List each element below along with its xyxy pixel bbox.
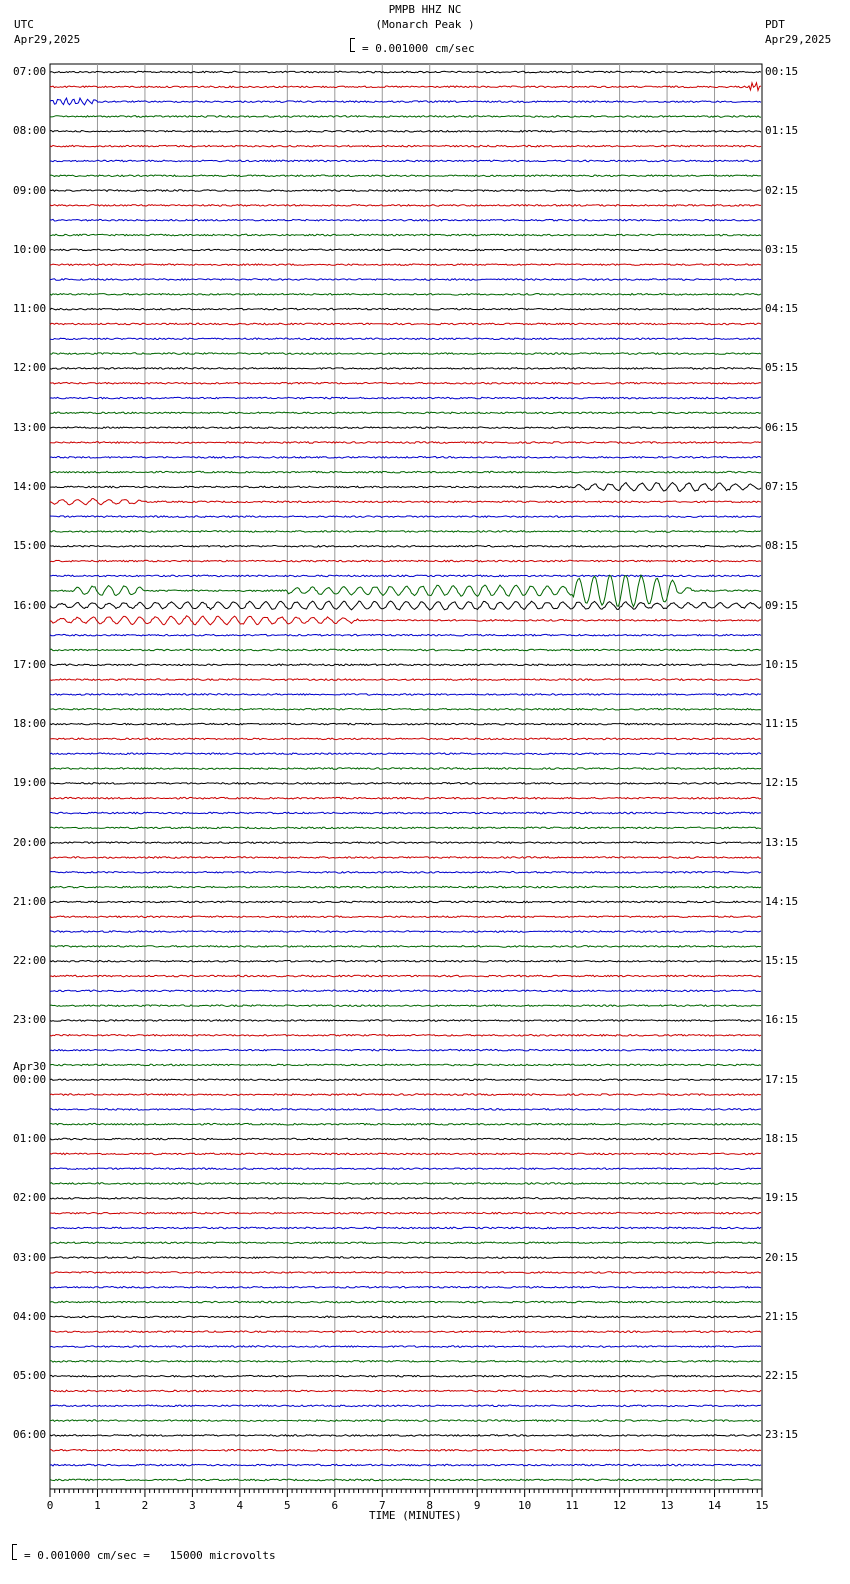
trace-row: [50, 872, 761, 874]
right-timezone: PDT: [765, 18, 785, 31]
utc-hour-label: 14:00: [13, 479, 47, 493]
trace-row: [50, 368, 761, 370]
trace-row: [50, 1450, 761, 1452]
trace-row: [50, 1005, 761, 1007]
footer-scale-icon: [12, 1544, 17, 1560]
trace-row: [50, 190, 761, 192]
trace-row: [50, 71, 761, 73]
trace-row: [50, 442, 761, 444]
utc-hour-label: 07:00: [13, 65, 47, 78]
utc-date-label: Apr30: [13, 1059, 47, 1073]
trace-row: [50, 427, 761, 429]
trace-row: [50, 1094, 761, 1096]
trace-row: [50, 1435, 761, 1437]
trace-row: [50, 1035, 761, 1037]
pdt-hour-label: 15:15: [765, 954, 799, 968]
trace-row: [50, 753, 761, 755]
trace-row: [50, 1464, 761, 1466]
x-tick-label: 8: [426, 1499, 434, 1512]
trace-row: [50, 1479, 761, 1481]
pdt-hour-label: 00:15: [765, 65, 799, 78]
footer-scale-note: = 0.001000 cm/sec = 15000 microvolts: [24, 1549, 276, 1562]
trace-row: [50, 616, 761, 625]
trace-row: [50, 842, 761, 844]
trace-row: [50, 649, 761, 651]
trace-row: [50, 1420, 761, 1422]
trace-row: [50, 901, 761, 903]
pdt-hour-label: 05:15: [765, 361, 799, 375]
trace-row: [50, 160, 761, 162]
trace-row: [50, 975, 761, 977]
pdt-hour-label: 23:15: [765, 1428, 799, 1442]
utc-hour-label: 00:00: [13, 1072, 47, 1086]
trace-row: [50, 294, 761, 296]
trace-row: [50, 83, 761, 91]
pdt-hour-label: 09:15: [765, 598, 799, 612]
trace-row: [50, 338, 761, 340]
trace-row: [50, 531, 761, 533]
utc-hour-label: 19:00: [13, 776, 47, 790]
trace-row: [50, 812, 761, 814]
trace-row: [50, 960, 761, 962]
utc-hour-label: 16:00: [13, 598, 47, 612]
trace-row: [50, 145, 761, 147]
trace-row: [50, 1168, 761, 1170]
pdt-hour-label: 07:15: [765, 479, 799, 493]
trace-row: [50, 382, 761, 384]
utc-hour-label: 15:00: [13, 539, 47, 553]
trace-row: [50, 1242, 761, 1244]
trace-row: [50, 575, 761, 577]
left-date: Apr29,2025: [14, 33, 81, 46]
right-date: Apr29,2025: [765, 33, 832, 46]
trace-row: [50, 1390, 761, 1392]
x-tick-label: 13: [660, 1499, 674, 1512]
trace-row: [50, 679, 761, 681]
trace-row: [50, 323, 761, 325]
utc-hour-label: 09:00: [13, 183, 47, 197]
trace-row: [50, 1079, 761, 1081]
trace-row: [50, 499, 761, 505]
site-name: (Monarch Peak ): [375, 18, 475, 31]
utc-hour-label: 11:00: [13, 302, 47, 316]
pdt-hour-label: 04:15: [765, 302, 799, 316]
pdt-hour-label: 16:15: [765, 1013, 799, 1027]
pdt-hour-label: 13:15: [765, 835, 799, 849]
left-timezone: UTC: [14, 18, 34, 31]
trace-row: [50, 916, 761, 918]
utc-hour-label: 10:00: [13, 242, 47, 256]
trace-row: [50, 601, 761, 610]
x-tick-label: 0: [46, 1499, 54, 1512]
trace-row: [50, 1375, 761, 1377]
trace-row: [50, 827, 761, 829]
trace-row: [50, 738, 761, 740]
x-tick-label: 4: [236, 1499, 244, 1512]
trace-row: [50, 279, 761, 281]
pdt-hour-label: 18:15: [765, 1132, 799, 1146]
trace-row: [50, 664, 761, 666]
trace-row: [50, 1316, 761, 1318]
trace-row: [50, 457, 761, 459]
pdt-hour-label: 01:15: [765, 124, 799, 138]
trace-row: [50, 175, 761, 177]
trace-row: [50, 98, 761, 105]
x-tick-label: 2: [141, 1499, 149, 1512]
trace-row: [50, 205, 761, 207]
trace-row: [50, 1405, 761, 1407]
trace-row: [50, 1198, 761, 1200]
trace-row: [50, 353, 761, 355]
station-title: PMPB HHZ NC: [388, 3, 462, 16]
x-tick-label: 3: [189, 1499, 196, 1512]
trace-row: [50, 857, 761, 859]
trace-row: [50, 1272, 761, 1274]
trace-row: [50, 1346, 761, 1348]
utc-hour-label: 21:00: [13, 894, 47, 908]
pdt-hour-label: 12:15: [765, 776, 799, 790]
pdt-hour-label: 21:15: [765, 1309, 799, 1323]
trace-row: [50, 1286, 761, 1288]
x-tick-label: 1: [94, 1499, 101, 1512]
trace-row: [50, 1212, 761, 1214]
utc-hour-label: 05:00: [13, 1369, 47, 1383]
pdt-hour-label: 20:15: [765, 1250, 799, 1264]
x-tick-label: 10: [518, 1499, 532, 1512]
trace-row: [50, 634, 761, 636]
pdt-hour-label: 06:15: [765, 420, 799, 434]
pdt-hour-label: 14:15: [765, 894, 799, 908]
trace-row: [50, 946, 761, 948]
trace-row: [50, 1049, 761, 1051]
x-tick-label: 11: [565, 1499, 579, 1512]
utc-hour-label: 20:00: [13, 835, 47, 849]
utc-hour-label: 17:00: [13, 657, 47, 671]
pdt-hour-label: 11:15: [765, 717, 799, 731]
trace-row: [50, 412, 761, 414]
x-tick-label: 5: [284, 1499, 291, 1512]
pdt-hour-label: 10:15: [765, 657, 799, 671]
utc-hour-label: 06:00: [13, 1428, 47, 1442]
pdt-hour-label: 22:15: [765, 1369, 799, 1383]
pdt-hour-label: 03:15: [765, 242, 799, 256]
utc-hour-label: 13:00: [13, 420, 47, 434]
trace-row: [50, 249, 761, 251]
pdt-hour-label: 19:15: [765, 1191, 799, 1205]
utc-hour-label: 04:00: [13, 1309, 47, 1323]
trace-row: [50, 1153, 761, 1155]
trace-row: [50, 516, 761, 518]
scale-label: = 0.001000 cm/sec: [362, 42, 475, 55]
trace-row: [50, 219, 761, 221]
plot-frame: [50, 64, 762, 1489]
utc-hour-label: 02:00: [13, 1191, 47, 1205]
trace-row: [50, 931, 761, 933]
utc-hour-label: 23:00: [13, 1013, 47, 1027]
trace-row: [50, 990, 761, 992]
utc-hour-label: 03:00: [13, 1250, 47, 1264]
trace-row: [50, 768, 761, 770]
x-tick-label: 6: [331, 1499, 339, 1512]
utc-hour-label: 18:00: [13, 717, 47, 731]
trace-row: [50, 723, 761, 725]
trace-row: [50, 886, 761, 888]
pdt-hour-label: 02:15: [765, 183, 799, 197]
trace-row: [50, 1361, 761, 1363]
trace-row: [50, 694, 761, 696]
x-tick-label: 15: [755, 1499, 769, 1512]
trace-row: [50, 560, 761, 562]
trace-row: [50, 1064, 761, 1066]
trace-row: [50, 797, 761, 799]
trace-row: [50, 116, 761, 118]
x-axis-title: TIME (MINUTES): [369, 1509, 462, 1522]
pdt-hour-label: 08:15: [765, 539, 799, 553]
x-tick-label: 12: [612, 1499, 627, 1512]
x-tick-label: 9: [473, 1499, 481, 1512]
x-tick-label: 7: [378, 1499, 386, 1512]
trace-row: [50, 1123, 761, 1125]
trace-row: [50, 1227, 761, 1229]
utc-hour-label: 01:00: [13, 1132, 47, 1146]
utc-hour-label: 12:00: [13, 361, 47, 375]
trace-row: [50, 1138, 761, 1140]
trace-row: [50, 545, 761, 547]
trace-row: [50, 264, 761, 266]
trace-row: [50, 308, 761, 310]
trace-row: [50, 1331, 761, 1333]
utc-hour-label: 22:00: [13, 954, 47, 968]
trace-row: [50, 397, 761, 399]
pdt-hour-label: 17:15: [765, 1072, 799, 1086]
trace-row: [50, 783, 761, 785]
utc-hour-label: 08:00: [13, 124, 47, 138]
trace-row: [50, 1301, 761, 1303]
trace-row: [50, 1109, 761, 1111]
trace-row: [50, 1257, 761, 1259]
trace-row: [50, 131, 761, 133]
trace-row: [50, 234, 761, 236]
trace-row: [50, 483, 761, 492]
trace-row: [50, 1020, 761, 1022]
trace-row: [50, 1183, 761, 1185]
trace-row: [50, 471, 761, 473]
trace-row: [50, 709, 761, 711]
x-tick-label: 14: [707, 1499, 722, 1512]
